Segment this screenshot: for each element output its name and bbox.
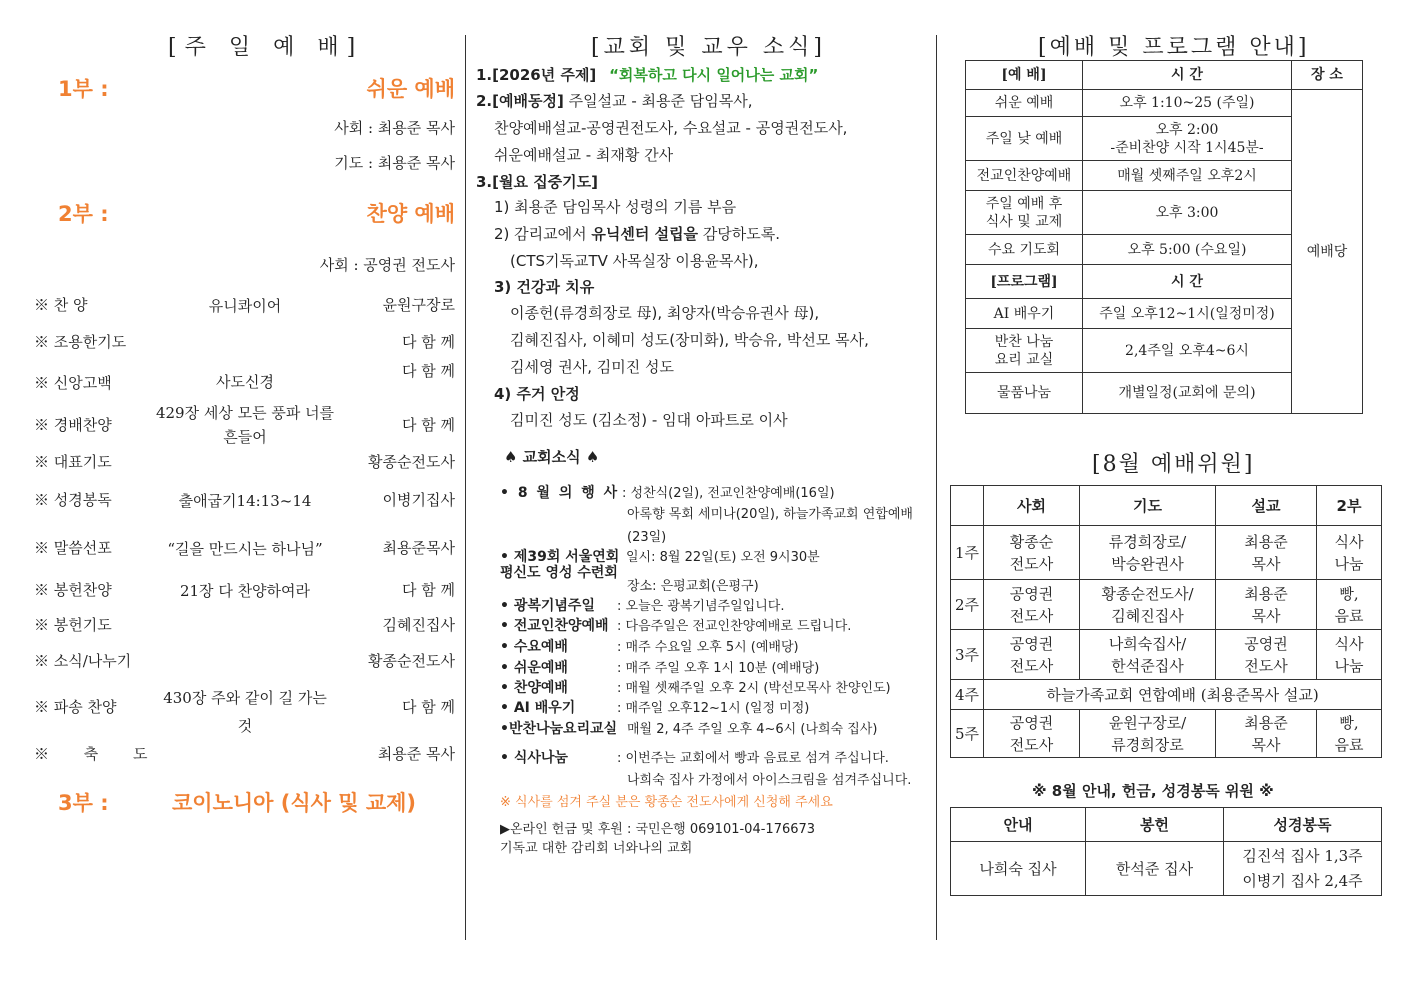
prayer-item-4: 4) 주거 안정 [494,385,580,403]
duty-part2: 빵, [1339,584,1359,603]
event-line: : 다음주일은 전교인찬양예배로 드립니다. [617,619,852,634]
worship-place: 예배당 [1292,90,1363,414]
prayer-item-3: 3) 건강과 치유 [494,278,595,296]
worship-name-2: 식사 및 교제 [985,213,1063,230]
duty-prayer-2: 김혜진집사 [1111,606,1184,625]
program-name-cell [966,329,1083,373]
duty-row [951,580,1382,630]
duty-prayer: 류경희장로/ [1108,532,1187,551]
column-divider [465,35,466,940]
duty-part2-2: 음료 [1334,735,1364,754]
duty-heading: [8월 예배위원] [1092,452,1255,477]
duty-prayer-2: 류경희장로 [1111,735,1184,754]
duty-week: 4주 [951,680,984,710]
duty-host-2: 전도사 [1009,656,1054,675]
part3-label: 3부 : [58,791,109,815]
church-name: 기독교 대한 감리회 너와나의 교회 [500,841,693,856]
duty-sermon: 공영권 [1244,634,1288,653]
part2-title: 찬양 예배 [366,202,455,226]
event-line: 나희숙 집사 가정에서 아이스크림을 섬겨주십니다. [627,773,912,788]
worship-name: 전교인찬양예배 [966,161,1083,191]
duty-head-prayer: 기도 [1080,486,1216,526]
event-label: •반찬나눔요리교실 [500,721,618,737]
worship-time-cell [1083,117,1292,161]
event-label: • 광복기념주일 [500,598,595,614]
prayer-3-line: 김혜진집사, 이혜미 성도(장미화), 박승유, 박선모 목사, [510,331,869,349]
program-time: 2,4주일 오후4~6시 [1083,329,1292,373]
duty-host-2: 전도사 [1009,606,1054,625]
duty-part2-cell [1317,580,1382,630]
order-person: 다 함 께 [401,416,455,434]
duty-prayer-cell [1080,526,1216,580]
prayer-3-line: 이종헌(류경희장로 母), 최양자(박승유권사 母), [510,304,820,322]
event-label: • 8 월 의 행 사 [500,485,620,501]
duty-sermon-cell [1216,580,1317,630]
order-person: 다 함 께 [401,698,455,716]
order-person: 다 함 께 [401,362,455,380]
sermon-line-2: 찬양예배설교-공영권전도사, 수요설교 - 공영권전도사, [494,119,848,137]
part1-host: 사회 : 최용준 목사 [334,119,455,137]
duty-sermon-2: 목사 [1251,606,1281,625]
duty-prayer-2: 한석준집사 [1111,656,1184,675]
duty-sermon-2: 목사 [1251,554,1281,573]
order-item: ※ 소식/나누기 [34,652,132,670]
prayer-2-end: 감당하도록. [698,225,781,243]
duty-sermon-cell [1216,710,1317,758]
duty-host: 황종순 [1009,532,1054,551]
prayer-2-bold: 유닉센터 설립을 [591,225,699,243]
worship-time: 오후 3:00 [1083,191,1292,235]
duty-sermon-cell [1216,526,1317,580]
duty-sermon-cell [1216,630,1317,680]
order-person: 최용준목사 [382,539,455,557]
event-line: : 매월 셋째주일 오후 2시 (박선모목사 찬양인도) [617,681,891,696]
part1-title: 쉬운 예배 [366,77,455,101]
helper-reading-2: 이병기 집사 2,4주 [1242,871,1363,890]
duty-part2-2: 나눔 [1334,554,1364,573]
event-line: : 오늘은 광복기념주일입니다. [617,599,785,614]
helper-heading: ※ 8월 안내, 헌금, 성경봉독 위원 ※ [1032,782,1274,800]
part1-prayer: 기도 : 최용준 목사 [334,154,455,172]
program-time-head: 시 간 [1083,265,1292,299]
worship-name-cell [966,191,1083,235]
event-label: • AI 배우기 [500,700,576,716]
order-item: ※ 찬 양 [34,296,88,314]
order-item: ※ 경배찬양 [34,416,112,434]
helper-head-offering: 봉헌 [1086,808,1224,842]
duty-host-cell [984,580,1080,630]
order-content: “길을 만드시는 하나님” [167,540,323,558]
duty-head-part2: 2부 [1317,486,1382,526]
order-content: 430장 주와 같이 길 가는 것 [163,689,327,735]
theme-text: “회복하고 다시 일어나는 교회” [609,66,819,84]
event-label: • 찬양예배 [500,680,568,696]
worship-schedule-table [965,60,1363,414]
event-label: • 전교인찬양예배 [500,618,609,634]
duty-host-cell [984,630,1080,680]
duty-week: 3주 [951,630,984,680]
worship-time: 오후 5:00 (수요일) [1083,235,1292,265]
order-content: 사도신경 [216,373,274,391]
helper-head-reading: 성경봉독 [1224,808,1382,842]
event-label: • 식사나눔 [500,750,568,766]
event-line: (23일) [627,530,667,545]
duty-head-sermon: 설교 [1216,486,1317,526]
program-time: 주일 오후12~1시(일정미정) [1083,299,1292,329]
prayer-4-line: 김미진 성도 (김소정) - 임대 아파트로 이사 [510,411,788,429]
event-line: 아록향 목회 세미나(20일), 하늘가족교회 연합예배 [627,507,913,522]
theme-prefix: 1.[2026년 주제] [476,66,597,84]
duty-sermon: 최용준 [1244,532,1288,551]
duty-host-2: 전도사 [1009,735,1054,754]
helper-table [950,807,1382,896]
prayer-item-1: 1) 최용준 담임목사 성령의 기름 부음 [494,198,737,216]
duty-part2: 빵, [1339,713,1359,732]
event-label: • 수요예배 [500,639,568,655]
event-line: : 성찬식(2일), 전교인찬양예배(16일) [622,486,835,501]
order-item: ※ 성경봉독 [34,491,112,509]
event-label: • 쉬운예배 [500,660,568,676]
part3-title: 코이노니아 (식사 및 교제) [172,791,416,815]
duty-prayer: 황종순전도사/ [1101,584,1194,603]
worship-time: 오후 2:00 [1155,121,1219,138]
prayer-head: 3.[월요 집중기도] [476,173,599,191]
duty-part2-cell [1317,526,1382,580]
part2-host: 사회 : 공영권 전도사 [319,256,455,274]
theme-line [476,64,818,85]
order-content: 유니콰이어 [208,297,282,315]
duty-host: 공영권 [1009,634,1054,653]
duty-prayer-2: 박승완권사 [1111,554,1184,573]
helper-head-guide: 안내 [951,808,1086,842]
order-item: ※ 봉헌찬양 [34,581,112,599]
duty-table [950,485,1382,758]
online-offering: ▶온라인 헌금 및 후원 : 국민은행 069101-04-176673 [500,822,816,837]
prayer-2-text: 2) 감리교에서 [494,225,592,243]
prayer-item-2-note: (CTS기독교TV 사목실장 이용윤목사), [510,252,759,270]
sermon-line [476,90,752,111]
duty-head-host: 사회 [984,486,1080,526]
order-content: 429장 세상 모든 풍파 너를 흔들어 [155,404,335,446]
col-head-worship: [예 배] [966,61,1083,90]
duty-sermon: 최용준 [1244,584,1288,603]
duty-host-cell [984,710,1080,758]
program-heading: [예배 및 프로그램 안내] [1038,35,1310,60]
part1-label: 1부 : [58,77,109,101]
worship-name: 주일 낮 예배 [966,117,1083,161]
sermon-line-3: 쉬운예배설교 - 최재황 간사 [494,146,674,164]
worship-name: 주일 예배 후 [985,195,1063,212]
duty-prayer-cell [1080,580,1216,630]
order-item: ※ 대표기도 [34,453,112,471]
event-line: : 매주일 오후12~1시 (일정 미정) [617,701,810,716]
order-item: ※ 조용한기도 [34,333,127,351]
duty-week: 5주 [951,710,984,758]
duty-prayer-cell [1080,710,1216,758]
column-divider [936,35,937,940]
event-line: 매월 2, 4주 주일 오후 4~6시 (나희숙 집사) [627,722,878,737]
order-person: 김혜진집사 [382,616,455,634]
duty-row [951,680,1382,710]
duty-host-2: 전도사 [1009,554,1054,573]
order-content: 출애굽기14:13~14 [178,492,312,510]
duty-part2: 식사 [1334,634,1364,653]
col-head-time: 시 간 [1083,61,1292,90]
duty-week: 2주 [951,580,984,630]
order-person: 황종순전도사 [368,652,455,670]
helper-guide: 나희숙 집사 [951,842,1086,896]
program-time: 개별일정(교회에 문의) [1083,373,1292,414]
news-heading: ♠ 교회소식 ♠ [504,448,600,466]
duty-week: 1주 [951,526,984,580]
duty-row [951,630,1382,680]
program-name: 반찬 나눔 [994,333,1054,350]
duty-part2-cell [1317,710,1382,758]
duty-head-blank [951,486,984,526]
helper-reading-cell [1224,842,1382,896]
duty-prayer-cell [1080,630,1216,680]
worship-order-heading: [주 일 예 배] [168,35,364,60]
event-line: 일시: 8월 22일(토) 오전 9시30분 [626,550,820,565]
order-person: 최용준 목사 [377,745,455,763]
duty-sermon-2: 목사 [1251,735,1281,754]
order-person: 다 함 께 [401,581,455,599]
order-item: ※ 파송 찬양 [34,698,117,716]
order-item: ※ 말씀선포 [34,539,112,557]
worship-name: 쉬운 예배 [966,90,1083,117]
program-name: 물품나눔 [966,373,1083,414]
sermon-line-1: 주일설교 - 최용준 담임목사, [568,92,753,110]
program-name: AI 배우기 [966,299,1083,329]
worship-name: 수요 기도회 [966,235,1083,265]
helper-offering: 한석준 집사 [1086,842,1224,896]
duty-part2-cell [1317,630,1382,680]
duty-part2: 식사 [1334,532,1364,551]
order-item: ※ 신앙고백 [34,374,112,392]
order-item: ※ 봉헌기도 [34,616,112,634]
col-head-place: 장 소 [1292,61,1363,90]
duty-row [951,710,1382,758]
sermon-head: 2.[예배동정] [476,92,564,110]
worship-time: 매월 셋째주일 오후2시 [1083,161,1292,191]
worship-time: 오후 1:10~25 (주일) [1083,90,1292,117]
prayer-3-line: 김세영 권사, 김미진 성도 [510,358,674,376]
event-line: : 매주 주일 오후 1시 10분 (예배당) [617,661,820,676]
order-person: 다 함 께 [401,333,455,351]
program-head: [프로그램] [966,265,1083,299]
prayer-item-2 [494,223,780,244]
duty-sermon-2: 전도사 [1244,656,1288,675]
duty-host: 공영권 [1009,713,1054,732]
order-content: 21장 다 찬양하여라 [179,582,311,600]
worship-time-note: -준비찬양 시작 1시45분- [1110,139,1264,156]
duty-prayer: 나희숙집사/ [1108,634,1187,653]
event-label: • 제39회 서울연회 [500,549,620,565]
event-line: : 이번주는 교회에서 빵과 음료로 섬겨 주십니다. [617,751,889,766]
duty-host-cell [984,526,1080,580]
part2-label: 2부 : [58,202,109,226]
order-item: ※ 축 도 [34,745,148,763]
duty-week4-text: 하늘가족교회 연합예배 (최용준목사 설교) [984,680,1382,710]
duty-row [951,526,1382,580]
event-line: 장소: 은평교회(은평구) [627,579,759,594]
program-name-2: 요리 교실 [994,351,1054,368]
event-line: : 매주 수요일 오후 5시 (예배당) [617,640,799,655]
duty-prayer: 윤원구장로/ [1108,713,1187,732]
duty-part2-2: 나눔 [1334,656,1364,675]
church-news-heading: [교회 및 교우 소식] [591,35,826,60]
event-label-2: 평신도 영성 수련회 [500,565,618,581]
order-person: 윤원구장로 [382,296,455,314]
order-person: 이병기집사 [382,491,455,509]
duty-host: 공영권 [1009,584,1054,603]
helper-reading-1: 김진석 집사 1,3주 [1242,846,1363,865]
duty-part2-2: 음료 [1334,606,1364,625]
order-person: 황종순전도사 [368,453,455,471]
duty-sermon: 최용준 [1244,713,1288,732]
meal-notice: ※ 식사를 섬겨 주실 분은 황종순 전도사에게 신청해 주세요 [500,795,833,810]
